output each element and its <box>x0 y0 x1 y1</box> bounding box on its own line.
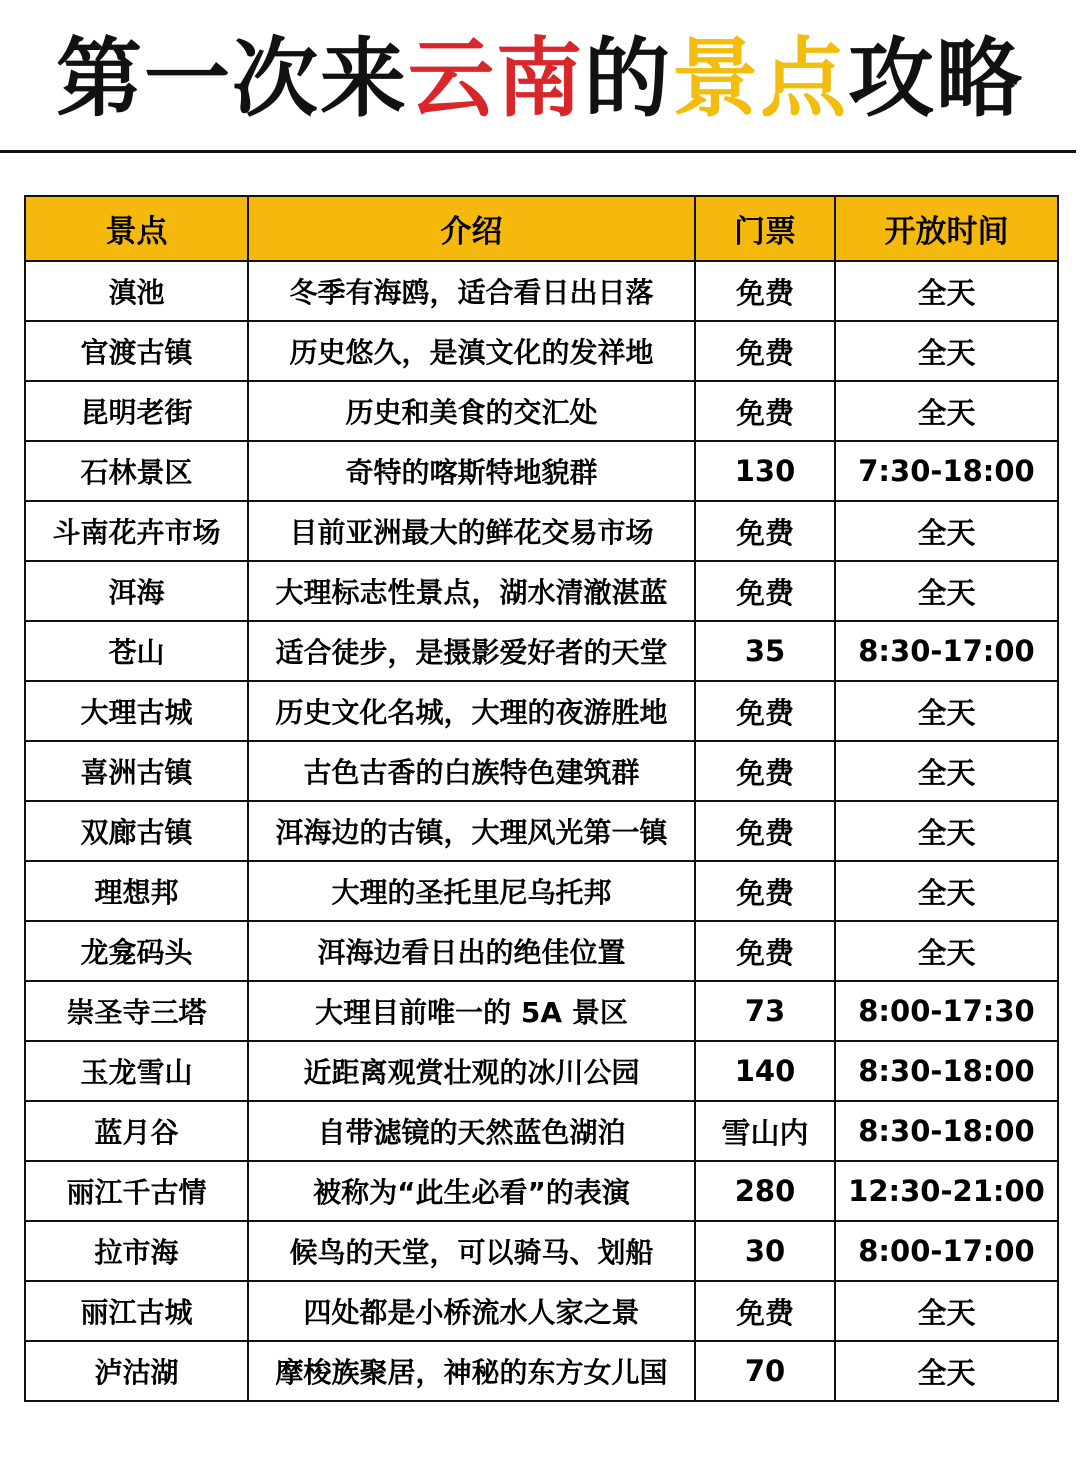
cell-attraction-name: 斗南花卉市场 <box>25 501 248 561</box>
cell-ticket: 免费 <box>695 741 835 801</box>
cell-attraction-name: 拉市海 <box>25 1221 248 1281</box>
table-row <box>25 861 1058 921</box>
cell-attraction-name: 玉龙雪山 <box>25 1041 248 1101</box>
cell-opening-hours: 全天 <box>835 801 1058 861</box>
title-part-black-2: 的 <box>584 29 672 129</box>
cell-ticket: 免费 <box>695 561 835 621</box>
title-divider <box>0 150 1076 153</box>
cell-introduction: 冬季有海鸥，适合看日出日落 <box>248 261 695 321</box>
table-body <box>25 261 1058 1401</box>
cell-attraction-name: 丽江古城 <box>25 1281 248 1341</box>
cell-introduction: 候鸟的天堂，可以骑马、划船 <box>248 1221 695 1281</box>
cell-attraction-name: 丽江千古情 <box>25 1161 248 1221</box>
cell-ticket: 140 <box>695 1041 835 1101</box>
cell-ticket: 73 <box>695 981 835 1041</box>
cell-ticket: 免费 <box>695 261 835 321</box>
cell-attraction-name: 龙龛码头 <box>25 921 248 981</box>
cell-attraction-name: 泸沽湖 <box>25 1341 248 1401</box>
table-row <box>25 261 1058 321</box>
table-row <box>25 981 1058 1041</box>
cell-ticket: 免费 <box>695 1281 835 1341</box>
cell-attraction-name: 滇池 <box>25 261 248 321</box>
cell-ticket: 35 <box>695 621 835 681</box>
cell-ticket: 免费 <box>695 681 835 741</box>
cell-attraction-name: 崇圣寺三塔 <box>25 981 248 1041</box>
cell-opening-hours: 全天 <box>835 861 1058 921</box>
cell-introduction: 适合徒步，是摄影爱好者的天堂 <box>248 621 695 681</box>
cell-introduction: 大理的圣托里尼乌托邦 <box>248 861 695 921</box>
cell-ticket: 免费 <box>695 501 835 561</box>
cell-introduction: 摩梭族聚居，神秘的东方女儿国 <box>248 1341 695 1401</box>
cell-introduction: 洱海边的古镇，大理风光第一镇 <box>248 801 695 861</box>
cell-opening-hours: 全天 <box>835 561 1058 621</box>
cell-opening-hours: 全天 <box>835 921 1058 981</box>
table-row <box>25 1161 1058 1221</box>
cell-introduction: 大理目前唯一的 5A 景区 <box>248 981 695 1041</box>
table-row <box>25 1221 1058 1281</box>
cell-opening-hours: 全天 <box>835 1341 1058 1401</box>
cell-introduction: 大理标志性景点，湖水清澈湛蓝 <box>248 561 695 621</box>
cell-opening-hours: 8:00-17:00 <box>835 1221 1058 1281</box>
table-row <box>25 1281 1058 1341</box>
table-row <box>25 801 1058 861</box>
cell-ticket: 130 <box>695 441 835 501</box>
cell-introduction: 目前亚洲最大的鲜花交易市场 <box>248 501 695 561</box>
cell-opening-hours: 8:30-18:00 <box>835 1101 1058 1161</box>
cell-attraction-name: 双廊古镇 <box>25 801 248 861</box>
table-row <box>25 561 1058 621</box>
title-part-black-3: 攻略 <box>848 29 1024 129</box>
cell-opening-hours: 全天 <box>835 501 1058 561</box>
cell-opening-hours: 全天 <box>835 681 1058 741</box>
cell-ticket: 免费 <box>695 381 835 441</box>
cell-opening-hours: 8:30-17:00 <box>835 621 1058 681</box>
cell-introduction: 洱海边看日出的绝佳位置 <box>248 921 695 981</box>
cell-introduction: 古色古香的白族特色建筑群 <box>248 741 695 801</box>
cell-ticket: 雪山内 <box>695 1101 835 1161</box>
header-attraction: 景点 <box>25 196 248 261</box>
cell-ticket: 280 <box>695 1161 835 1221</box>
table-row <box>25 501 1058 561</box>
cell-introduction: 历史文化名城，大理的夜游胜地 <box>248 681 695 741</box>
table-row <box>25 741 1058 801</box>
cell-introduction: 历史悠久，是滇文化的发祥地 <box>248 321 695 381</box>
cell-introduction: 自带滤镜的天然蓝色湖泊 <box>248 1101 695 1161</box>
table-row <box>25 381 1058 441</box>
cell-introduction: 奇特的喀斯特地貌群 <box>248 441 695 501</box>
cell-attraction-name: 理想邦 <box>25 861 248 921</box>
table-row <box>25 1041 1058 1101</box>
table-row <box>25 1341 1058 1401</box>
cell-attraction-name: 石林景区 <box>25 441 248 501</box>
table-row <box>25 1101 1058 1161</box>
table-row <box>25 321 1058 381</box>
cell-opening-hours: 8:30-18:00 <box>835 1041 1058 1101</box>
cell-introduction: 四处都是小桥流水人家之景 <box>248 1281 695 1341</box>
cell-introduction: 近距离观赏壮观的冰川公园 <box>248 1041 695 1101</box>
title-part-yellow: 景点 <box>672 29 848 129</box>
cell-opening-hours: 全天 <box>835 1281 1058 1341</box>
cell-attraction-name: 昆明老街 <box>25 381 248 441</box>
table-header-row <box>25 196 1058 261</box>
cell-opening-hours: 7:30-18:00 <box>835 441 1058 501</box>
cell-opening-hours: 全天 <box>835 261 1058 321</box>
cell-attraction-name: 洱海 <box>25 561 248 621</box>
cell-attraction-name: 大理古城 <box>25 681 248 741</box>
table-row <box>25 921 1058 981</box>
header-introduction: 介绍 <box>248 196 695 261</box>
table-row <box>25 681 1058 741</box>
cell-opening-hours: 全天 <box>835 741 1058 801</box>
cell-attraction-name: 苍山 <box>25 621 248 681</box>
cell-introduction: 历史和美食的交汇处 <box>248 381 695 441</box>
cell-ticket: 30 <box>695 1221 835 1281</box>
table-row <box>25 441 1058 501</box>
cell-ticket: 70 <box>695 1341 835 1401</box>
cell-ticket: 免费 <box>695 921 835 981</box>
title-part-black-1: 第一次来 <box>56 29 408 129</box>
header-opening-hours: 开放时间 <box>835 196 1058 261</box>
title-part-red: 云南 <box>408 29 584 129</box>
header-ticket: 门票 <box>695 196 835 261</box>
cell-opening-hours: 全天 <box>835 321 1058 381</box>
cell-opening-hours: 12:30-21:00 <box>835 1161 1058 1221</box>
cell-opening-hours: 8:00-17:30 <box>835 981 1058 1041</box>
cell-ticket: 免费 <box>695 801 835 861</box>
cell-attraction-name: 官渡古镇 <box>25 321 248 381</box>
cell-introduction: 被称为“此生必看”的表演 <box>248 1161 695 1221</box>
attractions-table <box>24 195 1059 1402</box>
page-title <box>0 24 1080 134</box>
cell-ticket: 免费 <box>695 321 835 381</box>
cell-opening-hours: 全天 <box>835 381 1058 441</box>
table-row <box>25 621 1058 681</box>
cell-attraction-name: 蓝月谷 <box>25 1101 248 1161</box>
cell-ticket: 免费 <box>695 861 835 921</box>
cell-attraction-name: 喜洲古镇 <box>25 741 248 801</box>
